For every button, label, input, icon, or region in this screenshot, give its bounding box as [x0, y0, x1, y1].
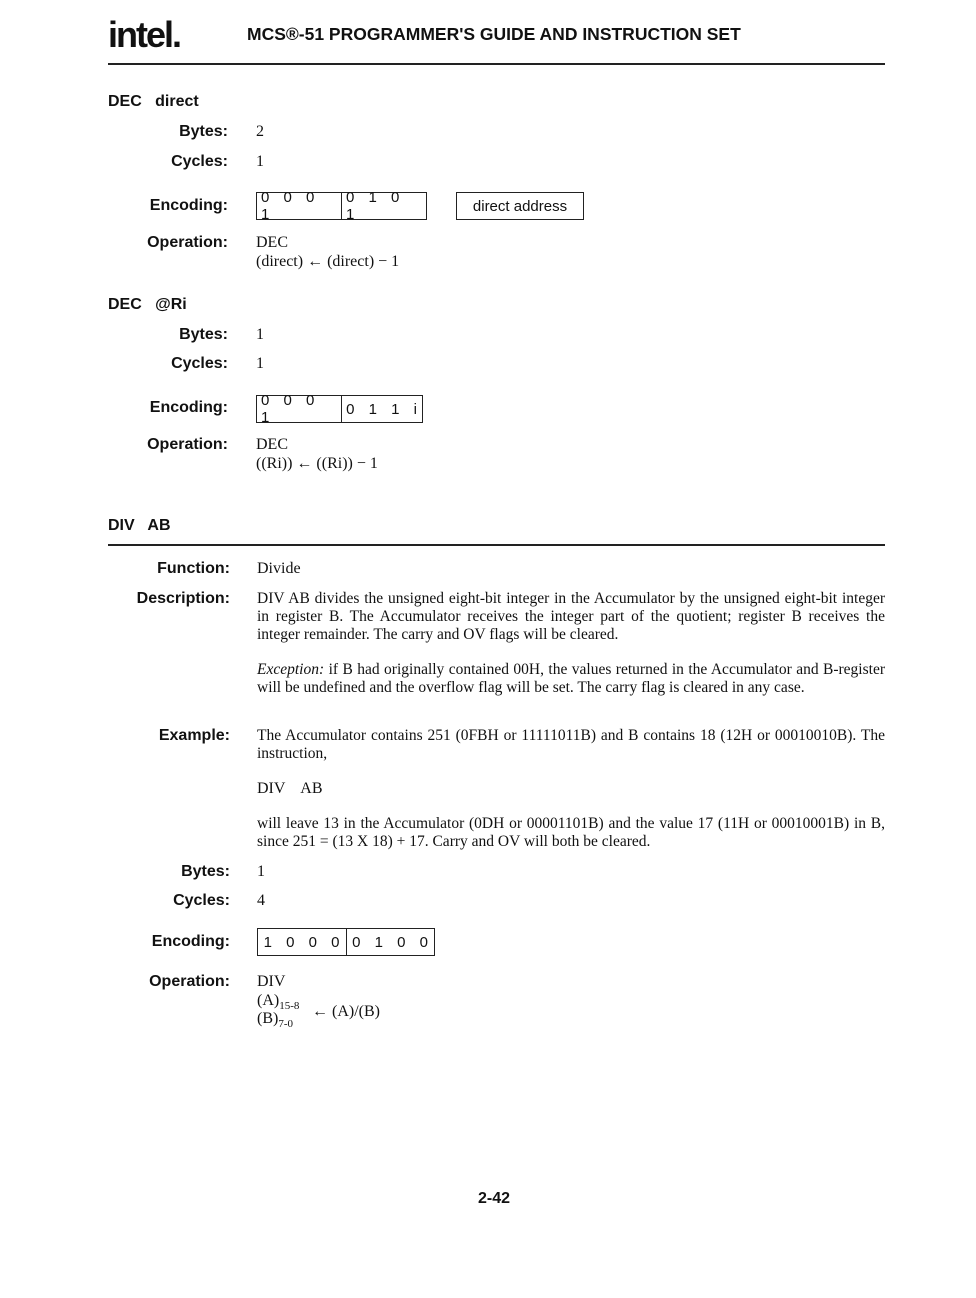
encoding-nibble-high: 0 0 0 1: [257, 193, 342, 219]
div-cycles-label: Cycles:: [173, 892, 230, 909]
div-function-label: Function:: [157, 560, 230, 577]
dec-direct-encoding-box: [256, 189, 427, 223]
encoding-nibble-low: 0 1 1 i: [346, 400, 422, 418]
div-example-text: The Accumulator contains 251 (0FBH or 11111011B) and B contains 18 (12H or 00010010B). The instruction,: [257, 727, 885, 762]
div-description-label: Description:: [136, 590, 230, 607]
page-header-title: MCS®-51 PROGRAMMER'S GUIDE AND INSTRUCTION SET: [247, 24, 741, 44]
dec-direct-bytes: 2: [256, 123, 264, 140]
div-bytes-label: Bytes:: [181, 863, 230, 880]
direct-address-box: direct address: [456, 192, 584, 220]
header-rule: [108, 63, 885, 65]
div-op-a-symbol: (A): [257, 992, 280, 1009]
div-encoding-label: Encoding:: [151, 933, 230, 950]
dec-ri-heading: DEC @Ri: [108, 296, 187, 313]
dec-direct-bytes-label: Bytes:: [179, 123, 228, 140]
div-example-label: Example:: [158, 727, 230, 744]
dec-direct-heading: DEC direct: [108, 93, 199, 110]
div-operation-label: Operation:: [149, 973, 230, 990]
div-exception-paragraph: [257, 661, 885, 697]
div-cycles: 4: [257, 892, 265, 909]
encoding-nibble-high: 1 0 0 0: [258, 929, 347, 955]
encoding-nibble-low: 0 1 0 1: [346, 189, 405, 223]
dec-ri-cycles-label: Cycles:: [171, 355, 228, 372]
dec-ri-operation-label: Operation:: [147, 436, 228, 453]
div-op-b-subscript: 7-0: [278, 1018, 293, 1031]
div-bytes: 1: [257, 863, 265, 880]
dec-direct-op-line1: DEC: [256, 234, 288, 251]
div-op-rhs: ← (A)/(B): [312, 1003, 380, 1020]
dec-ri-op-line1: DEC: [256, 436, 288, 453]
dec-direct-op-line2: (direct) ← (direct) − 1: [256, 253, 400, 270]
div-exception-text: if B had originally contained 00H, the values returned in the Accumulator and B-register will be undefined and the overflow flag will be set. The carry flag is cleared in any case.: [257, 661, 885, 696]
dec-direct-operation-label: Operation:: [147, 234, 228, 251]
dec-direct-encoding-label: Encoding:: [149, 197, 228, 214]
dec-ri-bytes-label: Bytes:: [179, 326, 228, 343]
div-description: DIV AB divides the unsigned eight-bit integer in the Accumulator by the unsigned eight-bit integer in register B. The Accumulator receives the integer part of the quotient; register B receives the integer remainder. The carry and OV flags will be cleared.: [257, 590, 885, 643]
encoding-nibble-low: 0 1 0 0: [352, 933, 433, 951]
div-exception-label: Exception:: [257, 661, 325, 678]
dec-ri-encoding-label: Encoding:: [149, 399, 228, 416]
dec-ri-cycles: 1: [256, 355, 264, 372]
dec-direct-cycles: 1: [256, 153, 264, 170]
div-op-b-symbol: (B): [257, 1010, 279, 1027]
encoding-nibble-high: 0 0 0 1: [257, 396, 342, 422]
page-number: 2-42: [478, 1190, 511, 1207]
div-example-instruction: DIV AB: [257, 780, 323, 797]
div-op-b: [257, 1010, 293, 1030]
div-ab-rule: [108, 544, 885, 546]
dec-ri-encoding-box: [256, 392, 423, 426]
div-op-line1: DIV: [257, 973, 286, 990]
dec-ri-op-line2: ((Ri)) ← ((Ri)) − 1: [256, 455, 378, 472]
intel-logo: intel.: [108, 14, 181, 55]
dec-ri-bytes: 1: [256, 326, 264, 343]
div-op-a-subscript: 15-8: [279, 1000, 300, 1013]
dec-direct-cycles-label: Cycles:: [171, 153, 228, 170]
div-example-result: will leave 13 in the Accumulator (0DH or 00001101B) and the value 17 (11H or 00010001B) in B, since 251 = (13 X 18) + 17. Carry and OV will both be cleared.: [257, 815, 885, 850]
div-function: Divide: [257, 560, 301, 577]
div-ab-heading: DIV AB: [108, 517, 171, 534]
div-encoding-box: [257, 928, 435, 956]
